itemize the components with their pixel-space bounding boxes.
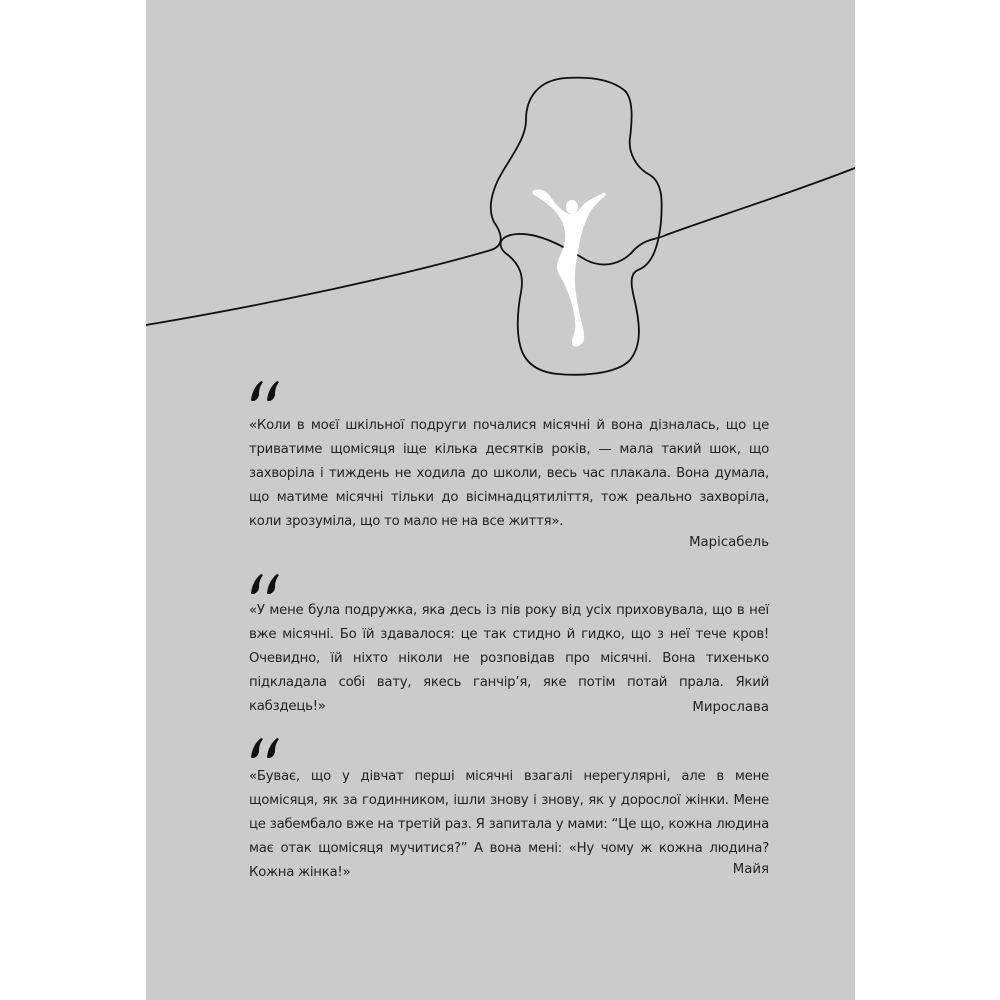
continuous-line	[146, 78, 855, 375]
quote-mark-icon	[249, 737, 283, 759]
quote-mark-icon	[249, 573, 283, 595]
line-art-pad-with-figure-icon	[146, 0, 855, 400]
figure-head	[566, 200, 578, 214]
quote-author: Мирослава	[692, 700, 769, 715]
quote-text: «Коли в моєї шкільної подруги почалися місячні й вона дізналась, що це триватиме щомісяця іще кілька десятків років, — мала такий шок, що захворіла і тиждень не ходила до школи, весь час плакала. Вона думала, що матиме місячні тільки до вісімнадцятиліття, тож реально захворіла, коли зрозуміла, що то мало не на все життя».	[249, 418, 769, 529]
book-page	[146, 0, 855, 1000]
quote-author: Майя	[732, 862, 769, 877]
quote-text: «Буває, що у дівчат перші місячні взагалі нерегулярні, але в мене щомісяця, як за годинником, ішли знову і знову, як у дорослої жінки. Мене це забембало вже на третій раз. Я запитала у мами: “Це що, кожна людина має отак щомісяця мучитися?” А вона мені: «Ну чому ж кожна людина? Кожна жінка!»	[249, 769, 769, 880]
quote-mark-icon	[249, 380, 283, 402]
quote-text: «У мене була подружка, яка десь із пів року від усіх приховувала, що в неї вже місячні. Бо їй здавалося: це так стидно й гидко, що з неї тече кров! Очевидно, їй ніхто ніколи не розповідав про місячні. Вона тихенько підкладала собі вату, якесь ганчір’я, яке потім потай прала. Який кабздець!»	[249, 603, 769, 714]
quote-author: Марісабель	[689, 535, 769, 550]
